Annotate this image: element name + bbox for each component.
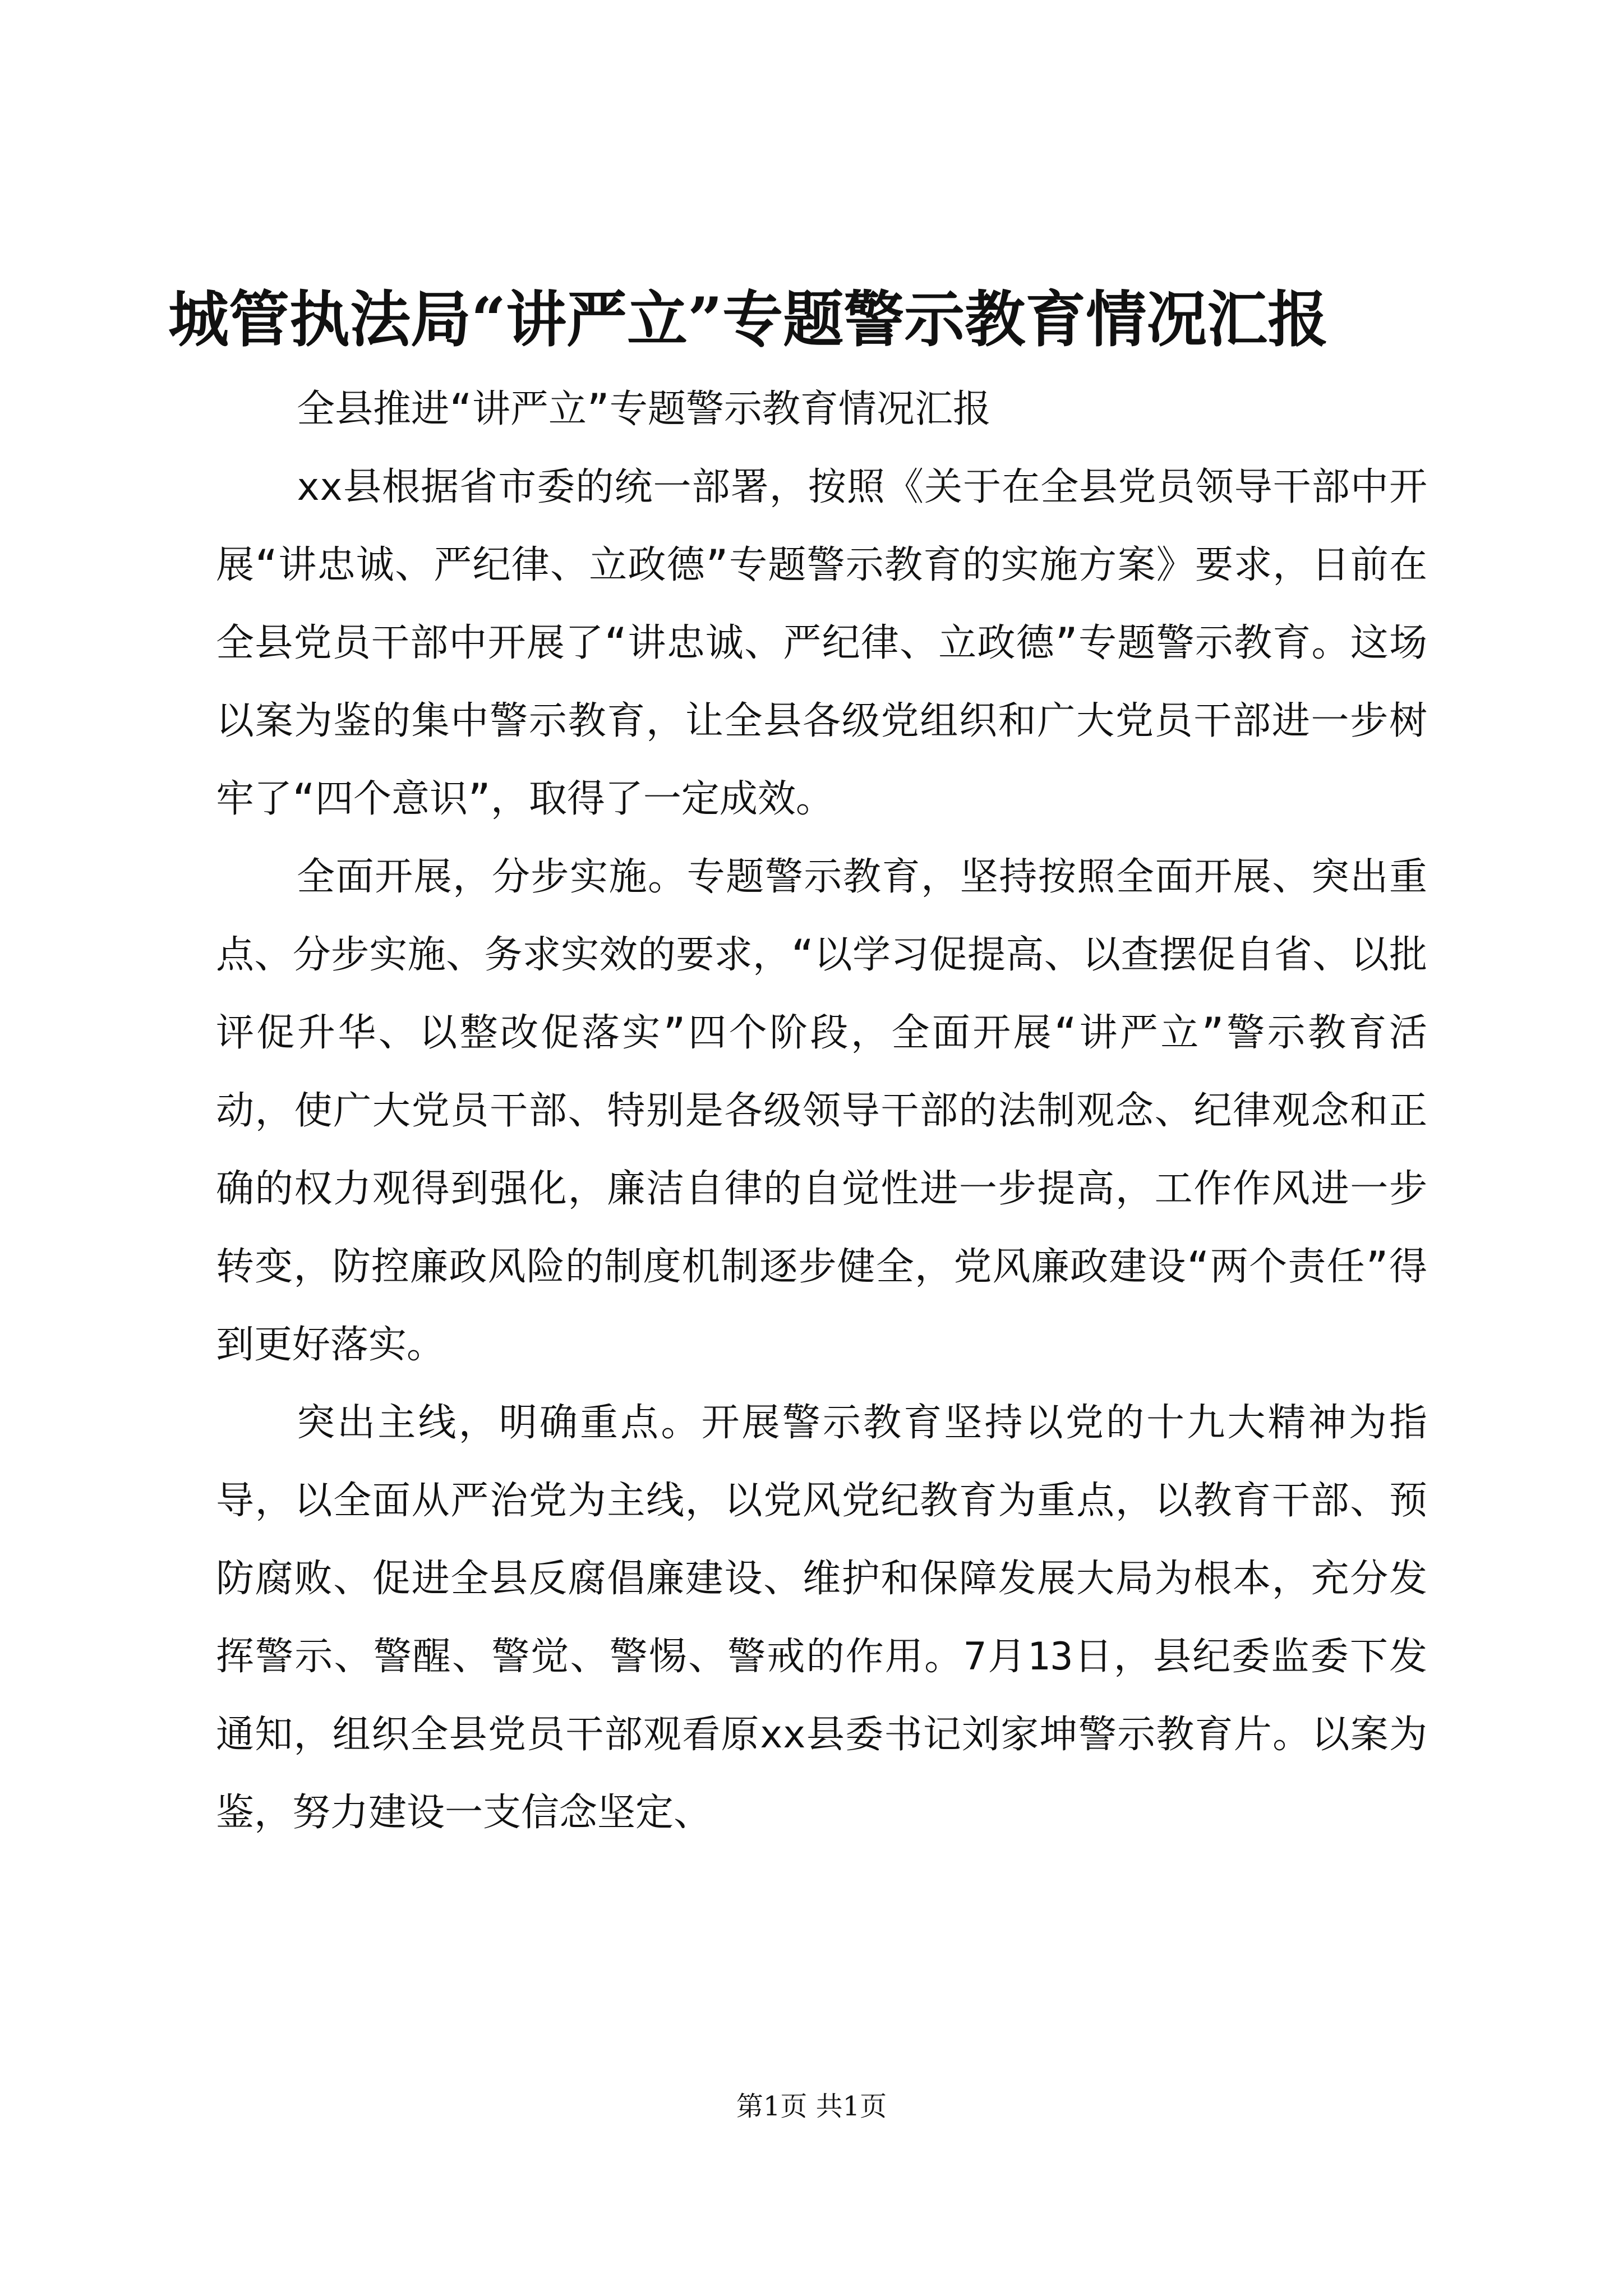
paragraph-intro: xx县根据省市委的统一部署，按照《关于在全县党员领导干部中开展“讲忠诚、严纪律、立政德”专题警示教育的实施方案》要求，日前在全县党员干部中开展了“讲忠诚、严纪律、立政德”专题警示教育。这场以案为鉴的集中警示教育，让全县各级党组织和广大党员干部进一步树牢了“四个意识”，取得了一定成效。 xyxy=(216,465,1427,821)
page-footer xyxy=(0,2087,1623,2126)
paragraph-focus: 突出主线，明确重点。开展警示教育坚持以党的十九大精神为指导，以全面从严治党为主线，以党风党纪教育为重点，以教育干部、预防腐败、促进全县反腐倡廉建设、维护和保障发展大局为根本，充分发挥警示、警醒、警觉、警惕、警戒的作用。7月13日，县纪委监委下发通知，组织全县党员干部观看原xx县委书记刘家坤警示教育片。以案为鉴，努力建设一支信念坚定、 xyxy=(216,1401,1427,1835)
page-number-label: 第1页 共1页 xyxy=(736,2091,887,2122)
paragraph-subtitle: 全县推进“讲严立”专题警示教育情况汇报 xyxy=(297,387,991,431)
document-title: 城管执法局“讲严立”专题警示教育情况汇报 xyxy=(168,284,1329,355)
document-body xyxy=(216,370,1427,1852)
paragraph-implementation: 全面开展，分步实施。专题警示教育，坚持按照全面开展、突出重点、分步实施、务求实效的要求，“以学习促提高、以查摆促自省、以批评促升华、以整改促落实”四个阶段，全面开展“讲严立”警示教育活动，使广大党员干部、特别是各级领导干部的法制观念、纪律观念和正确的权力观得到强化，廉洁自律的自觉性进一步提高，工作作风进一步转变，防控廉政风险的制度机制逐步健全，党风廉政建设“两个责任”得到更好落实。 xyxy=(216,855,1427,1367)
